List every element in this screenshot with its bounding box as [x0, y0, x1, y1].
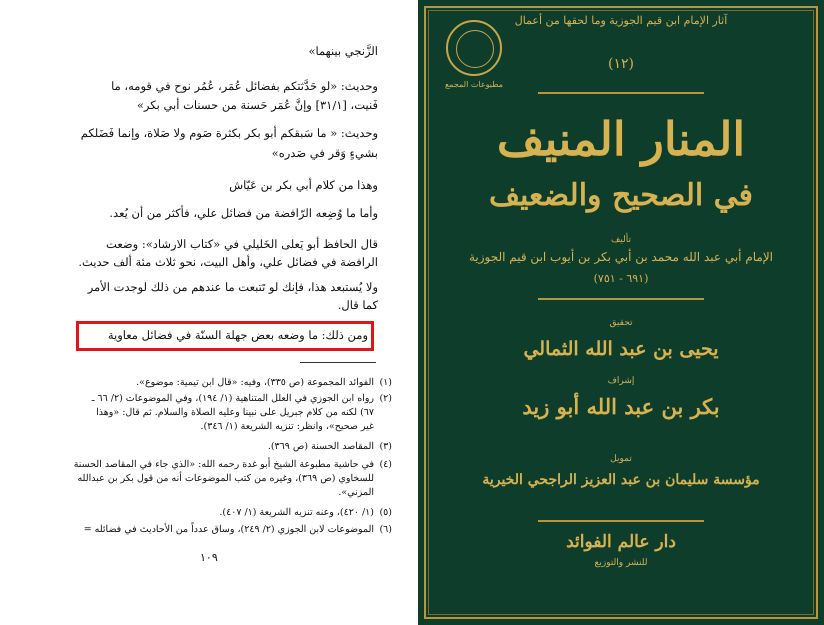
- footnote-text: المزني».: [338, 487, 374, 498]
- page-number: ١٠٩: [200, 551, 218, 564]
- footnote-number: (٣): [379, 441, 392, 452]
- editor-label: تحقيق: [609, 318, 633, 328]
- text-line-2: وحديث: «لو حَدَّثتكم بفضائل عُمَر، عُمُر نوح في قومه، ما: [111, 79, 378, 93]
- book-cover: [418, 0, 824, 625]
- footnote-divider: [300, 362, 376, 363]
- text-line-10: ولا يُستبعد هذا، فإنك لو تَتبعت ما عندهم من ذلك لوجدت الأمر: [87, 280, 378, 294]
- footnote-text: (١/ ٤٢٠)، وعنه تنزيه الشريعة (١/ ٤٠٧).: [219, 507, 374, 518]
- volume-number: (١٢): [608, 56, 634, 72]
- footnote-text: للسخاوي (ص ٣٦٩)، وغيره من كتب الموضوعات أنه من قول بكر بن عبدالله: [77, 473, 374, 484]
- footnote-text: رواه ابن الجوزي في العلل المتناهية (١/ ١٩٤)، وفي الموضوعات (٢/ ٦٦ ـ: [91, 393, 374, 404]
- footnote-text: ٦٧) لكنه من كلام جبريل على نبينا وعليه الصلاة والسلام. ثم قال: «وهذا: [96, 407, 374, 418]
- footnote-text: في حاشية مطبوعة الشيخ أبو غدة رحمه الله: «الذي جاء في المقاصد الحسنة: [73, 459, 374, 470]
- publisher-subtitle: للنشر والتوزيع: [594, 558, 648, 568]
- series-title: آثار الإمام ابن قيم الجوزية وما لحقها من أعمال: [514, 14, 728, 27]
- footnote-text: الموضوعات لابن الجوزي (٢/ ٢٤٩)، وساق عدداً من الأحاديث في فضائله =: [83, 524, 374, 535]
- divider-ornament: [538, 92, 704, 94]
- text-line-7: وأما ما وُضِعه الرّافضة من فضائل علي، فأكثر من أن يُعد.: [109, 206, 378, 220]
- footnote-number: (٥): [379, 507, 392, 518]
- author-dates: (٦٩١ - ٧٥١): [593, 272, 649, 285]
- supervisor-label: إشراف: [607, 376, 635, 386]
- book-title: المنار المنيف: [496, 112, 746, 166]
- supervisor-name: بكر بن عبد الله أبو زيد: [522, 394, 720, 419]
- publisher-name: دار عالم الفوائد: [566, 532, 676, 552]
- funding-label: تمويل: [610, 454, 632, 464]
- text-line-1: الزَّنجي بينهما»: [308, 44, 378, 58]
- text-line-8: قال الحافظ أبو يَعلى الخَليلي في «كتاب الارشاد»: وضعت: [106, 237, 378, 251]
- author-name: الإمام أبي عبد الله محمد بن أبي بكر بن أيوب ابن قيم الجوزية: [468, 250, 774, 264]
- text-line-6: وهذا من كلام أبي بكر بن عَيّاش: [229, 178, 378, 192]
- divider-ornament: [538, 298, 704, 300]
- footnote-text: الفوائد المجموعة (ص ٣٣٥)، وفيه: «قال ابن تيمية: موضوع».: [136, 377, 374, 388]
- author-label: تأليف: [610, 235, 632, 245]
- text-line-5: بشيءٍ وَقر في صَدره»: [271, 146, 378, 160]
- text-line-9: الرافضة في فضائل علي، وأهل البيت، نحو ثلاث مئة ألف حديث.: [78, 255, 378, 269]
- footnote-number: (١): [379, 377, 392, 388]
- footnote-text: المقاصد الحسنة (ص ٣٦٩).: [267, 441, 374, 452]
- text-line-3: فَنيت، [٣١/١] وإنَّ عُمَر حَسنة من حسنات أبي بكر»: [136, 98, 378, 112]
- footnote-number: (٢): [379, 393, 392, 404]
- cover-inner-border: [428, 10, 814, 615]
- highlighted-line: ومن ذلك: ما وضعه بعض جهلة السنّة في فضائل معاوية: [107, 328, 368, 342]
- divider-ornament: [538, 520, 704, 522]
- publisher-seal-label: مطبوعات المجمع: [444, 80, 503, 89]
- text-line-11: كما قال.: [337, 298, 378, 312]
- footnote-text: غير صحيح»، وانظر: تنزيه الشريعة (١/ ٣٤٦).: [200, 421, 374, 432]
- footnote-number: (٤): [379, 459, 392, 470]
- funder-name: مؤسسة سليمان بن عبد العزيز الراجحي الخيرية: [482, 472, 760, 488]
- footnote-number: (٦): [379, 524, 392, 535]
- book-subtitle: في الصحيح والضعيف: [488, 178, 754, 213]
- editor-name: يحيى بن عبد الله الثمالي: [523, 338, 719, 360]
- publisher-seal-emblem: [446, 20, 502, 76]
- text-line-4: وحديث: « ما سَبقكم أبو بكر بكثرة صَوم ولا صَلاة، وإنما فَضَلكم: [80, 126, 378, 140]
